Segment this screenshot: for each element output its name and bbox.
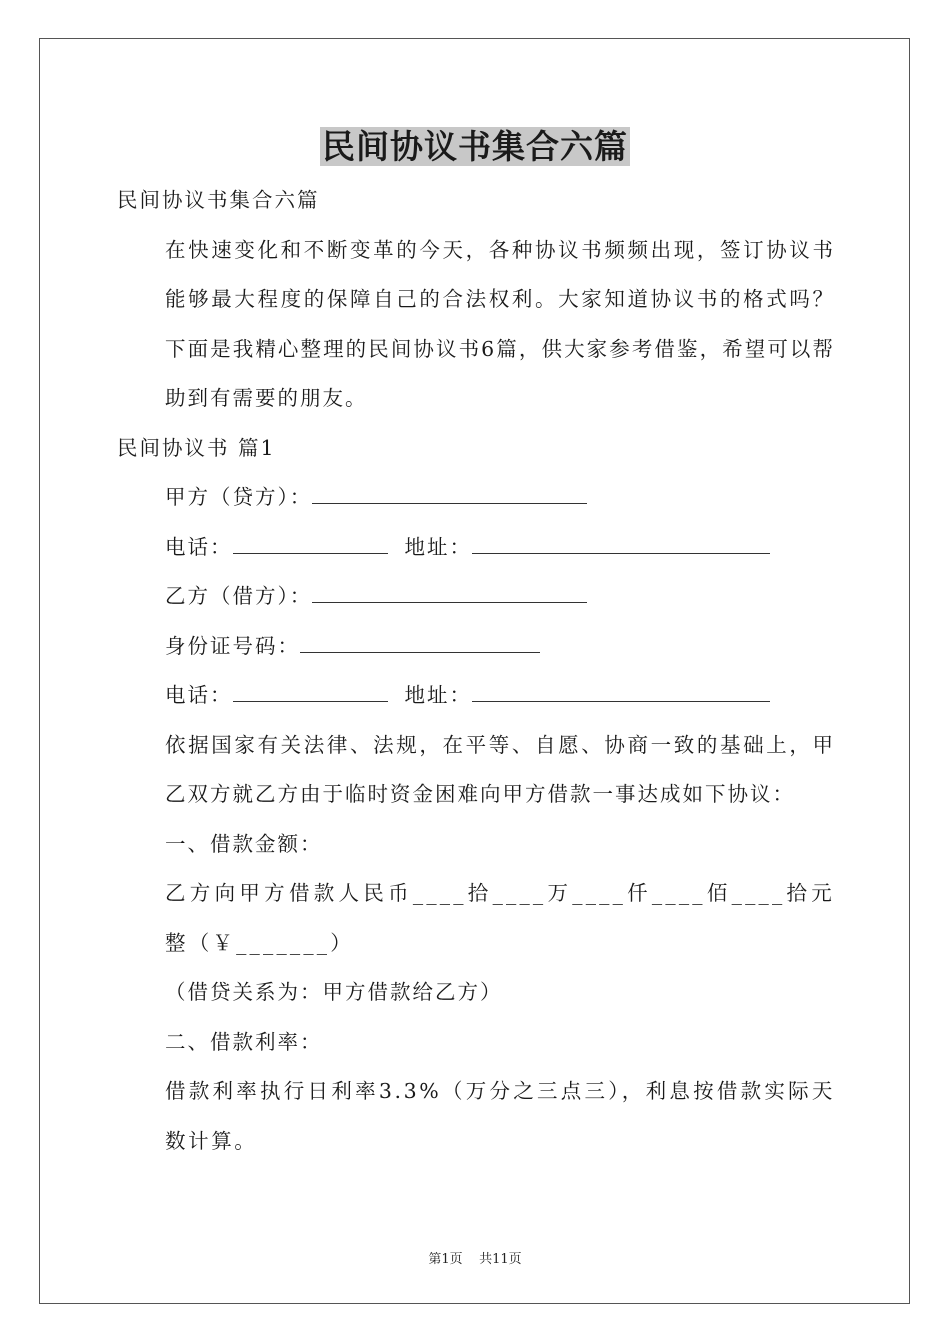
preamble-paragraph: 依据国家有关法律、法规，在平等、自愿、协商一致的基础上，甲乙双方就乙方由于临时资金困难向甲方借款一事达成如下协议： [165,732,835,806]
phone-label: 电话： [165,534,233,559]
party-b-blank[interactable] [312,584,587,603]
address-blank[interactable] [472,683,770,702]
party-a-contact-line [117,523,835,573]
id-label: 身份证号码： [165,633,300,658]
relation-note: （借贷关系为：甲方借款给乙方） [165,980,503,1004]
phone-label: 电话： [165,683,233,707]
rate-paragraph: 借款利率执行日利率3.3%（万分之三点三），利息按借款实际天数计算。 [165,1079,835,1153]
phone-blank[interactable] [233,683,388,702]
clause2-heading: 二、借款利率： [165,1029,323,1054]
document-body [117,176,835,1166]
party-a-label: 甲方（贷方）： [165,485,313,509]
amount-paragraph: 乙方向甲方借款人民币____拾____万____仟____佰____拾元整（￥_______） [165,881,835,955]
address-blank[interactable] [472,535,770,554]
address-label: 地址： [404,534,473,559]
intro-paragraph: 在快速变化和不断变革的今天，各种协议书频频出现，签订协议书能够最大程度的保障自己的合法权利。大家知道协议书的格式吗？下面是我精心整理的民间协议书6篇，供大家参考借鉴，希望可以帮助到有需要的朋友。 [165,237,835,410]
id-line [117,622,835,672]
page-total: 共11页 [479,1252,522,1267]
phone-blank[interactable] [233,535,388,554]
page-number: 第1页 [428,1252,463,1267]
clause1-heading: 一、借款金额： [165,831,323,856]
party-b-contact-line [117,671,835,721]
document-title: 民间协议书集合六篇 [322,127,628,166]
party-b-line [117,572,835,622]
document-subtitle: 民间协议书集合六篇 [117,188,320,212]
address-label: 地址： [404,683,473,707]
section-heading: 民间协议书 篇1 [117,435,276,460]
id-blank[interactable] [300,634,540,653]
party-a-blank[interactable] [312,485,587,504]
party-b-label: 乙方（借方）： [165,584,313,608]
party-a-line [117,473,835,523]
page-footer [0,1248,950,1267]
document-title-wrapper [0,125,950,169]
